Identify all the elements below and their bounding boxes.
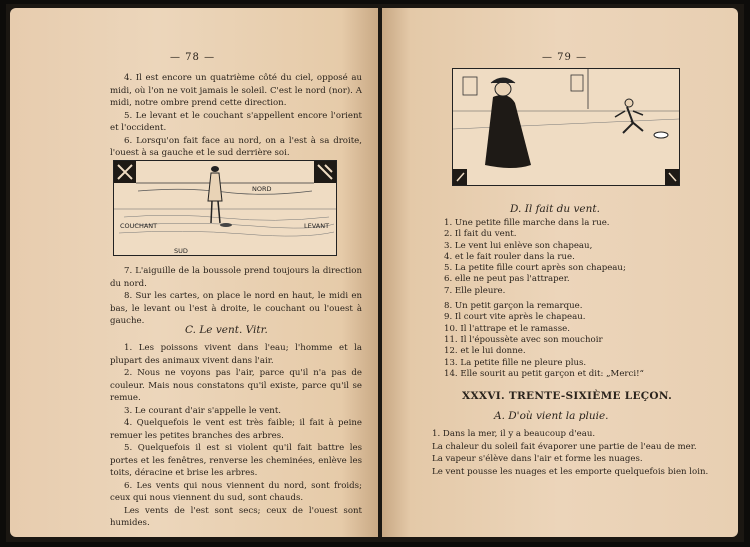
wind-illustration	[453, 69, 679, 185]
paragraph: Les vents de l'est sont secs; ceux de l'ouest sont humides.	[110, 505, 362, 528]
story-list	[444, 218, 644, 380]
figure-label-levant: LEVANT	[304, 222, 330, 230]
list-item: 9. Il court vite après le chapeau.	[444, 312, 586, 323]
paragraph: 5. Quelquefois il est si violent qu'il fait battre les portes et les fenêtres, renverse les cheminées, enlève les toits, déracine et brise les arbres.	[110, 443, 362, 478]
section-heading-c: C. Le vent. Vitr.	[185, 324, 268, 336]
list-item: 11. Il l'époussète avec son mouchoir	[444, 334, 603, 345]
right-page	[382, 8, 738, 537]
left-bottom-text	[110, 342, 362, 530]
compass-figure	[113, 160, 337, 256]
list-item: 1. Une petite fille marche dans la rue.	[444, 218, 610, 228]
left-top-text	[110, 72, 362, 160]
page-number-right: — 79 —	[542, 52, 588, 63]
page-number-left: — 78 —	[170, 52, 216, 63]
paragraph: 3. Le courant d'air s'appelle le vent.	[124, 405, 282, 416]
section-heading-a: A. D'où vient la pluie.	[494, 410, 609, 422]
lesson-title: XXXVI. TRENTE-SIXIÈME LEÇON.	[462, 390, 673, 402]
paragraph: 1. Dans la mer, il y a beaucoup d'eau.	[432, 429, 596, 439]
paragraph: La chaleur du soleil fait évaporer une partie de l'eau de mer.	[432, 441, 697, 452]
list-item: 4. et le fait rouler dans la rue.	[444, 251, 575, 262]
compass-illustration	[114, 161, 336, 255]
open-book	[6, 4, 744, 542]
paragraph: 8. Sur les cartes, on place le nord en haut, le midi en bas, le levant ou l'est à droite, le couchant ou l'ouest à gauche.	[110, 291, 362, 326]
paragraph: Le vent pousse les nuages et les emporte quelquefois bien loin.	[432, 466, 709, 477]
paragraph: 1. Les poissons vivent dans l'eau; l'homme et la plupart des animaux vivent dans l'air.	[110, 343, 362, 366]
list-item: 3. Le vent lui enlève son chapeau,	[444, 240, 593, 251]
figure-label-couchant: COUCHANT	[120, 222, 158, 230]
left-mid-text	[110, 265, 362, 328]
list-item: 12. et le lui donne.	[444, 346, 526, 357]
paragraph: 5. Le levant et le couchant s'appellent encore l'orient et l'occident.	[110, 110, 362, 133]
paragraph: 7. L'aiguille de la boussole prend toujours la direction du nord.	[110, 266, 362, 289]
list-item: 14. Elle sourit au petit garçon et dit: „Merci!“	[444, 368, 644, 379]
list-item: 8. Un petit garçon la remarque.	[444, 301, 583, 312]
list-item: 10. Il l'attrape et le ramasse.	[444, 323, 570, 334]
list-item: 7. Elle pleure.	[444, 285, 506, 296]
list-item: 5. La petite fille court après son chapeau;	[444, 263, 626, 274]
wind-figure	[452, 68, 680, 186]
paragraph: La vapeur s'élève dans l'air et forme les nuages.	[432, 454, 643, 464]
left-page	[10, 8, 378, 537]
figure-label-sud: SUD	[174, 247, 188, 255]
list-item: 13. La petite fille ne pleure plus.	[444, 357, 587, 368]
figure-label-nord: NORD	[252, 185, 272, 193]
right-bottom-text	[418, 428, 718, 478]
section-heading-d: D. Il fait du vent.	[510, 203, 600, 215]
paragraph: 6. Les vents qui nous viennent du nord, sont froids; ceux qui nous viennent du sud, sont chauds.	[110, 480, 362, 503]
paragraph: 6. Lorsqu'on fait face au nord, on a l'est à sa droite, l'ouest à sa gauche et le sud derrière soi.	[110, 135, 362, 158]
list-item: 6. elle ne peut pas l'attraper.	[444, 274, 570, 285]
list-item: 2. Il fait du vent.	[444, 229, 517, 240]
paragraph: 4. Quelquefois le vent est très faible; il fait à peine remuer les petites branches des arbres.	[110, 418, 362, 441]
paragraph: 4. Il est encore un quatrième côté du ciel, opposé au midi, où l'on ne voit jamais le soleil. C'est le nord (nor). A midi, notre ombre prend cette direction.	[110, 73, 362, 108]
paragraph: 2. Nous ne voyons pas l'air, parce qu'il n'a pas de couleur. Mais nous constatons qu'il existe, parce qu'il se remue.	[110, 368, 362, 403]
